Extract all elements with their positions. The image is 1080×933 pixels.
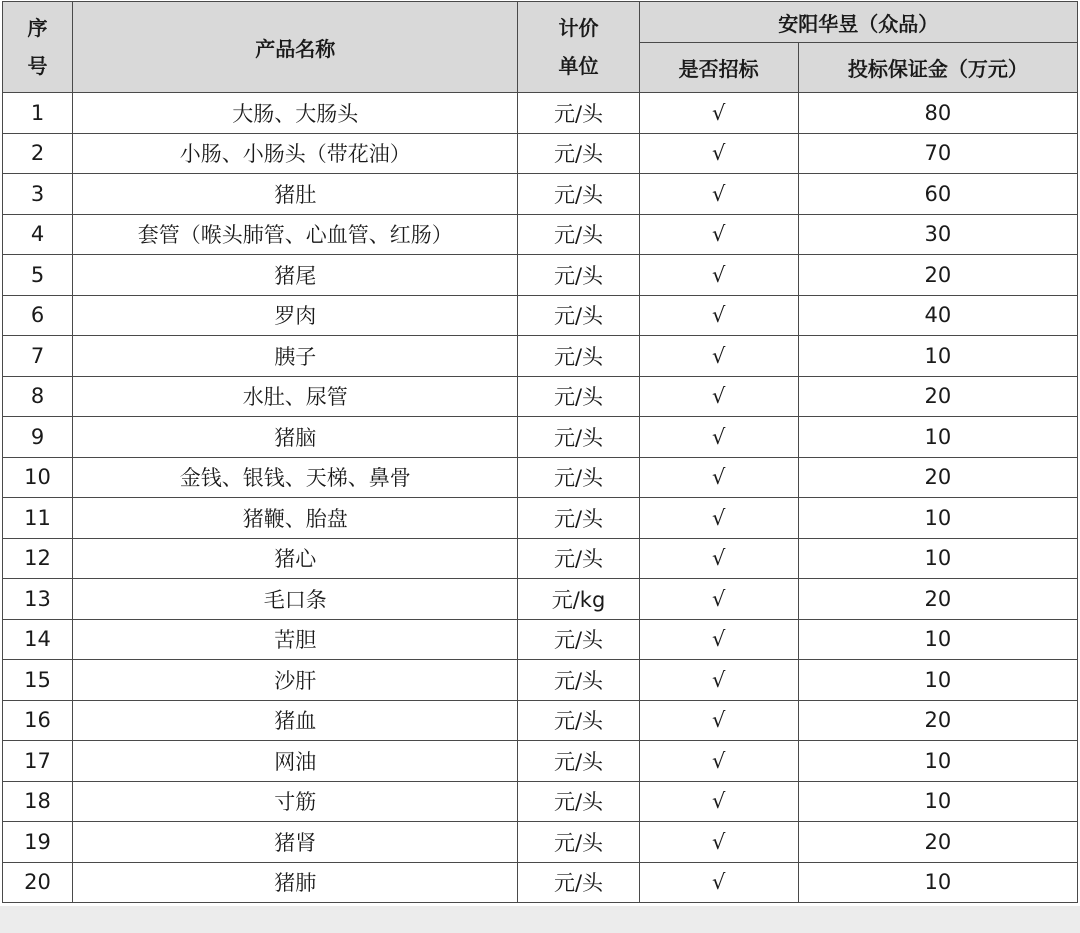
cell-deposit: 10 <box>798 660 1077 701</box>
table-row <box>3 862 1078 903</box>
table-row <box>3 336 1078 377</box>
header-bid-label: 是否招标 <box>678 57 759 81</box>
cell-bid-check: √ <box>639 457 798 498</box>
cell-unit: 元/头 <box>518 336 639 377</box>
cell-no: 20 <box>3 862 73 903</box>
cell-bid-check: √ <box>639 336 798 377</box>
cell-no: 18 <box>3 781 73 822</box>
cell-unit: 元/头 <box>518 417 639 458</box>
table-container <box>2 1 1078 903</box>
cell-no: 11 <box>3 498 73 539</box>
table-body <box>3 93 1078 903</box>
cell-unit: 元/头 <box>518 619 639 660</box>
header-unit-line2: 单位 <box>558 54 599 78</box>
cell-product-name: 猪脑 <box>73 417 518 458</box>
header-product-name-label: 产品名称 <box>255 36 336 61</box>
cell-deposit: 20 <box>798 700 1077 741</box>
cell-deposit: 10 <box>798 417 1077 458</box>
table-row <box>3 660 1078 701</box>
cell-deposit: 20 <box>798 457 1077 498</box>
cell-bid-check: √ <box>639 700 798 741</box>
cell-no: 3 <box>3 174 73 215</box>
table-row <box>3 295 1078 336</box>
cell-bid-check: √ <box>639 376 798 417</box>
cell-no: 1 <box>3 93 73 134</box>
cell-product-name: 水肚、尿管 <box>73 376 518 417</box>
cell-unit: 元/头 <box>518 133 639 174</box>
table-row <box>3 498 1078 539</box>
cell-bid-check: √ <box>639 498 798 539</box>
cell-product-name: 寸筋 <box>73 781 518 822</box>
header-seq <box>3 2 73 93</box>
cell-no: 5 <box>3 255 73 296</box>
cell-bid-check: √ <box>639 822 798 863</box>
cell-bid-check: √ <box>639 781 798 822</box>
table-row <box>3 700 1078 741</box>
cell-no: 12 <box>3 538 73 579</box>
cell-unit: 元/头 <box>518 214 639 255</box>
cell-deposit: 60 <box>798 174 1077 215</box>
cell-product-name: 猪尾 <box>73 255 518 296</box>
cell-bid-check: √ <box>639 417 798 458</box>
table-row <box>3 214 1078 255</box>
table-header <box>3 2 1078 93</box>
cell-bid-check: √ <box>639 295 798 336</box>
cell-deposit: 10 <box>798 862 1077 903</box>
cell-unit: 元/头 <box>518 498 639 539</box>
cell-bid-check: √ <box>639 579 798 620</box>
cell-bid-check: √ <box>639 133 798 174</box>
table-row <box>3 822 1078 863</box>
cell-unit: 元/头 <box>518 93 639 134</box>
cell-product-name: 毛口条 <box>73 579 518 620</box>
table-row <box>3 93 1078 134</box>
cell-no: 19 <box>3 822 73 863</box>
cell-product-name: 胰子 <box>73 336 518 377</box>
table-row <box>3 781 1078 822</box>
header-bid <box>639 43 798 93</box>
cell-product-name: 小肠、小肠头（带花油） <box>73 133 518 174</box>
cell-no: 16 <box>3 700 73 741</box>
cell-product-name: 猪肺 <box>73 862 518 903</box>
cell-deposit: 20 <box>798 376 1077 417</box>
cell-product-name: 套管（喉头肺管、心血管、红肠） <box>73 214 518 255</box>
table-row <box>3 174 1078 215</box>
header-product-name <box>73 2 518 93</box>
cell-product-name: 猪肚 <box>73 174 518 215</box>
cell-no: 17 <box>3 741 73 782</box>
cell-deposit: 80 <box>798 93 1077 134</box>
cell-deposit: 10 <box>798 619 1077 660</box>
cell-no: 2 <box>3 133 73 174</box>
cell-unit: 元/头 <box>518 822 639 863</box>
cell-bid-check: √ <box>639 862 798 903</box>
cell-bid-check: √ <box>639 619 798 660</box>
cell-no: 7 <box>3 336 73 377</box>
cell-no: 10 <box>3 457 73 498</box>
cell-unit: 元/kg <box>518 579 639 620</box>
cell-unit: 元/头 <box>518 700 639 741</box>
header-deposit-label: 投标保证金（万元） <box>847 57 1028 81</box>
cell-deposit: 30 <box>798 214 1077 255</box>
cell-deposit: 10 <box>798 538 1077 579</box>
cell-unit: 元/头 <box>518 862 639 903</box>
header-seq-line1: 序 <box>27 16 48 40</box>
header-unit <box>518 2 639 93</box>
cell-deposit: 40 <box>798 295 1077 336</box>
cell-product-name: 猪肾 <box>73 822 518 863</box>
cell-unit: 元/头 <box>518 538 639 579</box>
cell-unit: 元/头 <box>518 457 639 498</box>
cell-bid-check: √ <box>639 741 798 782</box>
table-row <box>3 579 1078 620</box>
cell-bid-check: √ <box>639 93 798 134</box>
header-seq-line2: 号 <box>27 54 48 78</box>
table-row <box>3 417 1078 458</box>
cell-no: 8 <box>3 376 73 417</box>
cell-unit: 元/头 <box>518 174 639 215</box>
bottom-strip <box>0 906 1080 933</box>
cell-deposit: 10 <box>798 336 1077 377</box>
cell-product-name: 沙肝 <box>73 660 518 701</box>
cell-no: 15 <box>3 660 73 701</box>
cell-product-name: 罗肉 <box>73 295 518 336</box>
cell-product-name: 猪心 <box>73 538 518 579</box>
table-row <box>3 133 1078 174</box>
cell-no: 6 <box>3 295 73 336</box>
cell-no: 14 <box>3 619 73 660</box>
cell-unit: 元/头 <box>518 255 639 296</box>
cell-bid-check: √ <box>639 174 798 215</box>
header-deposit <box>798 43 1077 93</box>
cell-unit: 元/头 <box>518 295 639 336</box>
table-row <box>3 538 1078 579</box>
cell-product-name: 大肠、大肠头 <box>73 93 518 134</box>
cell-product-name: 猪鞭、胎盘 <box>73 498 518 539</box>
cell-no: 13 <box>3 579 73 620</box>
cell-deposit: 20 <box>798 822 1077 863</box>
cell-deposit: 10 <box>798 781 1077 822</box>
cell-unit: 元/头 <box>518 376 639 417</box>
cell-deposit: 20 <box>798 255 1077 296</box>
header-company-label: 安阳华昱（众品） <box>778 11 939 36</box>
cell-product-name: 苦胆 <box>73 619 518 660</box>
cell-unit: 元/头 <box>518 660 639 701</box>
cell-deposit: 10 <box>798 498 1077 539</box>
cell-deposit: 70 <box>798 133 1077 174</box>
cell-product-name: 金钱、银钱、天梯、鼻骨 <box>73 457 518 498</box>
table-row <box>3 255 1078 296</box>
cell-product-name: 猪血 <box>73 700 518 741</box>
table-row <box>3 619 1078 660</box>
header-company <box>639 2 1077 43</box>
cell-bid-check: √ <box>639 255 798 296</box>
table-row <box>3 457 1078 498</box>
cell-bid-check: √ <box>639 214 798 255</box>
header-unit-line1: 计价 <box>558 16 599 40</box>
bid-deposit-table <box>2 1 1078 903</box>
cell-deposit: 20 <box>798 579 1077 620</box>
cell-bid-check: √ <box>639 538 798 579</box>
table-row <box>3 376 1078 417</box>
cell-unit: 元/头 <box>518 781 639 822</box>
cell-product-name: 网油 <box>73 741 518 782</box>
cell-no: 9 <box>3 417 73 458</box>
cell-bid-check: √ <box>639 660 798 701</box>
cell-deposit: 10 <box>798 741 1077 782</box>
cell-unit: 元/头 <box>518 741 639 782</box>
table-row <box>3 741 1078 782</box>
cell-no: 4 <box>3 214 73 255</box>
